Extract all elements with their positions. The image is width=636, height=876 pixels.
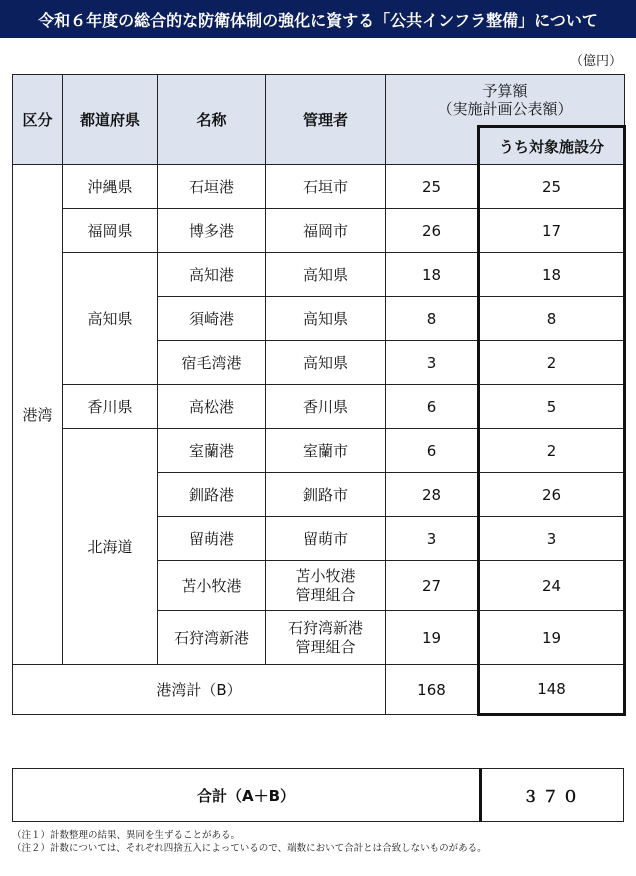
grand-total-label: 合計（A＋B） [196, 786, 296, 805]
footnote-1: （注１）計数整理の結果、異同を生ずることがある。 [12, 830, 241, 841]
budget-cell: 8 [386, 297, 479, 341]
grand-total-value: ３７０ [479, 769, 623, 821]
port-name: 室蘭港 [158, 429, 266, 473]
header-manager: 管理者 [266, 75, 386, 165]
target-cell: 24 [479, 561, 625, 611]
footnote-2: （注２）計数については、それぞれ四捨五入によっているので、端数において合計とは合致しないものがある。 [12, 843, 487, 854]
target-cell: 25 [479, 165, 625, 209]
table-row [13, 385, 625, 429]
port-name: 留萌港 [158, 517, 266, 561]
manager-line1: 石狩湾新港 [287, 618, 363, 637]
subtotal-target: 148 [479, 665, 625, 715]
budget-cell: 6 [386, 385, 479, 429]
budget-cell: 25 [386, 165, 479, 209]
header-budget-line1: 予算額 [482, 82, 528, 100]
port-name: 宿毛湾港 [158, 341, 266, 385]
manager-line2: 管理組合 [295, 585, 356, 604]
port-name: 高知港 [158, 253, 266, 297]
target-cell: 17 [479, 209, 625, 253]
header-target: うち対象施設分 [479, 127, 625, 165]
port-name: 高松港 [158, 385, 266, 429]
prefecture-cell: 香川県 [63, 385, 158, 429]
port-name: 博多港 [158, 209, 266, 253]
budget-cell: 27 [386, 561, 479, 611]
subtotal-budget: 168 [386, 665, 479, 715]
manager-cell [266, 611, 386, 665]
budget-cell: 6 [386, 429, 479, 473]
budget-table [12, 74, 626, 716]
port-name: 苫小牧港 [158, 561, 266, 611]
header-prefecture: 都道府県 [63, 75, 158, 165]
header-budget-line2: （実施計画公表額） [437, 100, 573, 118]
target-cell: 2 [479, 341, 625, 385]
budget-cell: 26 [386, 209, 479, 253]
prefecture-cell: 北海道 [63, 429, 158, 665]
manager-cell: 釧路市 [266, 473, 386, 517]
manager-cell: 香川県 [266, 385, 386, 429]
header-category: 区分 [13, 75, 63, 165]
manager-cell: 留萌市 [266, 517, 386, 561]
unit-label: （億円） [569, 54, 622, 69]
target-cell: 19 [479, 611, 625, 665]
target-cell: 2 [479, 429, 625, 473]
manager-cell: 高知県 [266, 341, 386, 385]
prefecture-cell: 福岡県 [63, 209, 158, 253]
manager-cell: 石垣市 [266, 165, 386, 209]
target-cell: 3 [479, 517, 625, 561]
table-row [13, 209, 625, 253]
table-row [13, 165, 625, 209]
page-title: 令和６年度の総合的な防衛体制の強化に資する「公共インフラ整備」について [0, 0, 636, 38]
target-cell: 26 [479, 473, 625, 517]
budget-cell: 19 [386, 611, 479, 665]
subtotal-row [13, 665, 625, 715]
manager-line2: 管理組合 [295, 637, 356, 656]
table-row [13, 429, 625, 473]
port-name: 須崎港 [158, 297, 266, 341]
target-cell: 5 [479, 385, 625, 429]
port-name: 釧路港 [158, 473, 266, 517]
grand-total-box [12, 768, 624, 822]
header-budget-spacer [386, 127, 479, 165]
budget-cell: 3 [386, 341, 479, 385]
manager-cell: 福岡市 [266, 209, 386, 253]
port-name: 石垣港 [158, 165, 266, 209]
prefecture-cell: 高知県 [63, 253, 158, 385]
target-cell: 8 [479, 297, 625, 341]
manager-cell: 高知県 [266, 253, 386, 297]
manager-cell: 高知県 [266, 297, 386, 341]
budget-cell: 18 [386, 253, 479, 297]
table-row [13, 253, 625, 297]
manager-line1: 苫小牧港 [295, 566, 356, 585]
manager-cell [266, 561, 386, 611]
manager-cell: 室蘭市 [266, 429, 386, 473]
port-name: 石狩湾新港 [158, 611, 266, 665]
footnotes [12, 829, 487, 855]
target-cell: 18 [479, 253, 625, 297]
header-name: 名称 [158, 75, 266, 165]
budget-cell: 28 [386, 473, 479, 517]
category-cell: 港湾 [13, 165, 63, 665]
budget-cell: 3 [386, 517, 479, 561]
header-budget [386, 75, 625, 127]
subtotal-label: 港湾計（B） [13, 665, 386, 715]
prefecture-cell: 沖縄県 [63, 165, 158, 209]
